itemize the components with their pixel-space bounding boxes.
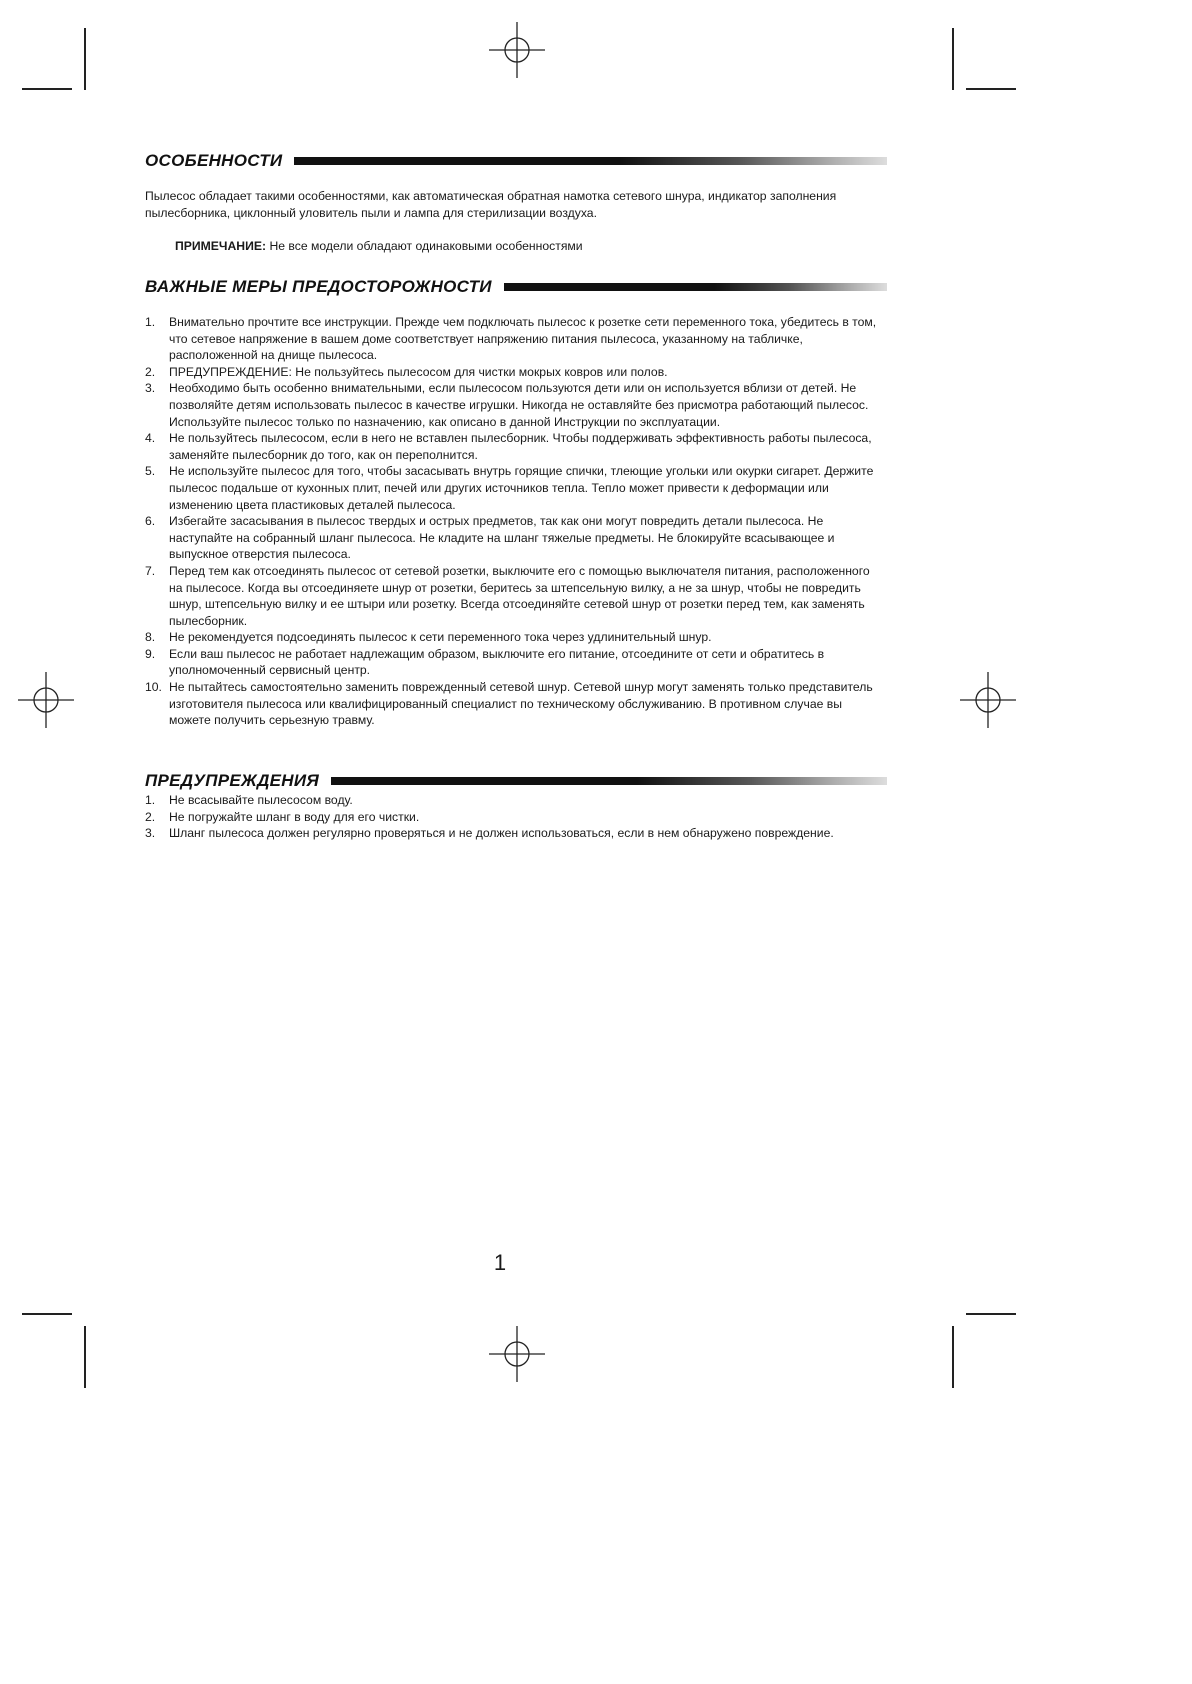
crop-mark: [22, 88, 72, 90]
item-number: 9.: [145, 646, 156, 661]
crop-mark: [966, 1313, 1016, 1315]
item-text: Избегайте засасывания в пылесос твердых и острых предметов, так как они могут повредить детали пылесоса. Не наступайте на собранный шланг пылесоса. Не кладите на шланг тяжелые предметы. Не блокируйте всасывающее и выпускное отверстия пылесоса.: [169, 514, 835, 562]
list-item: [145, 463, 885, 513]
item-number: 7.: [145, 563, 156, 578]
warnings-list: [145, 792, 885, 842]
crop-mark: [952, 28, 954, 90]
list-item: [145, 430, 885, 463]
registration-mark-icon: [487, 1324, 547, 1384]
section-rule: [294, 157, 887, 165]
crop-mark: [84, 1326, 86, 1388]
precautions-list: [145, 314, 885, 729]
list-item: [145, 380, 885, 430]
note-text: Не все модели обладают одинаковыми особенностями: [269, 239, 583, 253]
item-number: 6.: [145, 514, 156, 529]
list-item: [145, 809, 885, 826]
list-item: [145, 364, 885, 381]
crop-mark: [966, 88, 1016, 90]
item-text: Шланг пылесоса должен регулярно проверяться и не должен использоваться, если в нем обнаружено повреждение.: [169, 826, 834, 841]
item-text: Не пользуйтесь пылесосом, если в него не вставлен пылесборник. Чтобы поддерживать эффективность работы пылесоса, заменяйте пылесборник до того, как он переполнится.: [169, 431, 872, 462]
item-text: Не пытайтесь самостоятельно заменить поврежденный сетевой шнур. Сетевой шнур могут заменять только представитель изготовителя пылесоса или квалифицированный специалист по техническому обслуживанию. В противном случае вы можете получить серьезную травму.: [169, 680, 873, 728]
section-title: ВАЖНЫЕ МЕРЫ ПРЕДОСТОРОЖНОСТИ: [145, 277, 492, 296]
section-rule: [504, 283, 887, 291]
section-header-features: [145, 150, 887, 172]
registration-mark-icon: [16, 670, 76, 730]
item-number: 1.: [145, 315, 156, 329]
section-rule: [331, 777, 887, 785]
item-number: 5.: [145, 464, 156, 479]
list-item: [145, 646, 885, 679]
list-item: [145, 629, 885, 646]
features-note: [175, 238, 583, 255]
list-item: [145, 513, 885, 563]
list-item: [145, 314, 885, 364]
section-header-warnings: [145, 770, 887, 792]
item-number: 10.: [145, 680, 162, 695]
item-text: Если ваш пылесос не работает надлежащим образом, выключите его питание, отсоедините от сети и обратитесь в уполномоченный сервисный центр.: [169, 646, 825, 678]
item-text: Не всасывайте пылесосом воду.: [169, 793, 353, 807]
note-label: ПРИМЕЧАНИЕ:: [175, 239, 267, 253]
item-text: Перед тем как отсоединять пылесос от сетевой розетки, выключите его с помощью выключателя питания, расположенного на пылесосе. Когда вы отсоединяете шнур от розетки, беритесь за штепсельную вилку, а не за шнур, чтобы не повредить шнур, штепсельную вилку и ее штыри или розетку. Всегда отсоединяйте сетевой шнур от розетки перед тем, как заменять пылесборник.: [169, 563, 870, 628]
section-header-precautions: [145, 276, 887, 298]
item-number: 8.: [145, 630, 156, 645]
list-item: [145, 679, 885, 729]
section-title: ОСОБЕННОСТИ: [145, 151, 283, 170]
page-number: 1: [493, 1250, 507, 1275]
item-text: Внимательно прочтите все инструкции. Прежде чем подключать пылесос к розетке сети переменного тока, убедитесь в том, что сетевое напряжение в вашем доме соответствует напряжению питания пылесоса, указанному на табличке, расположенной на днище пылесоса.: [169, 315, 877, 363]
item-text: ПРЕДУПРЕЖДЕНИЕ: Не пользуйтесь пылесосом для чистки мокрых ковров или полов.: [169, 364, 668, 379]
features-text: Пылесос обладает такими особенностями, как автоматическая обратная намотка сетевого шнура, индикатор заполнения пылесборника, циклонный уловитель пыли и лампа для стерилизации воздуха.: [145, 189, 837, 220]
item-text: Не используйте пылесос для того, чтобы засасывать внутрь горящие спички, тлеющие угольки или окурки сигарет. Держите пылесос подальше от кухонных плит, печей или других источников тепла. Тепло может привести к деформации или изменению цвета пластиковых деталей пылесоса.: [169, 464, 874, 512]
item-number: 2.: [145, 809, 156, 824]
item-number: 1.: [145, 793, 156, 807]
registration-mark-icon: [958, 670, 1018, 730]
item-number: 4.: [145, 431, 156, 446]
item-text: Не рекомендуется подсоединять пылесос к сети переменного тока через удлинительный шнур.: [169, 630, 712, 645]
item-number: 2.: [145, 364, 156, 379]
list-item: [145, 825, 885, 842]
crop-mark: [22, 1313, 72, 1315]
list-item: [145, 563, 885, 629]
crop-mark: [84, 28, 86, 90]
item-number: 3.: [145, 826, 156, 841]
item-text: Не погружайте шланг в воду для его чистки.: [169, 809, 420, 824]
item-number: 3.: [145, 381, 156, 396]
registration-mark-icon: [487, 20, 547, 80]
crop-mark: [952, 1326, 954, 1388]
item-text: Необходимо быть особенно внимательными, если пылесосом пользуются дети или он используется вблизи от детей. Не позволяйте детям использовать пылесос в качестве игрушки. Никогда не оставляйте без присмотра работающий пылесос. Используйте пылесос только по назначению, как описано в данной Инструкции по эксплуатации.: [169, 381, 869, 429]
section-title: ПРЕДУПРЕЖДЕНИЯ: [145, 771, 320, 790]
list-item: [145, 792, 885, 809]
